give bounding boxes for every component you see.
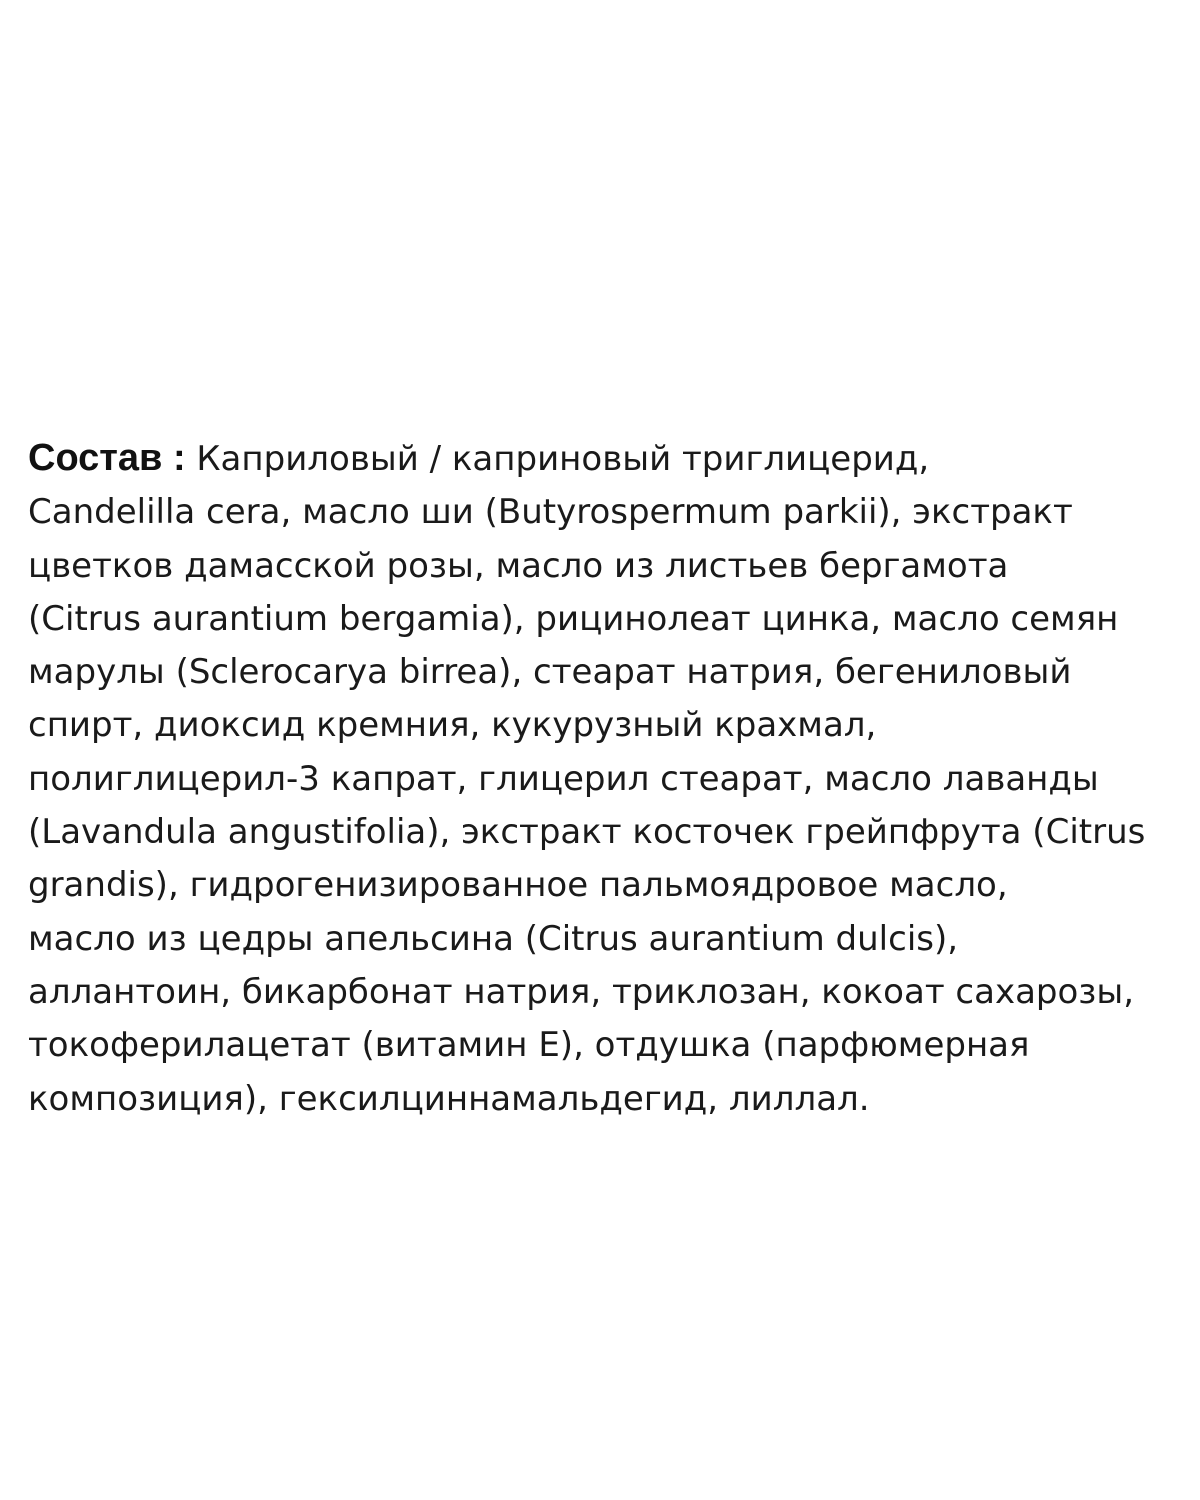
- ingredients-line-5: марулы (Sclerocarya birrea), стеарат натрия, бегениловый: [28, 652, 1072, 693]
- ingredients-line-1: [28, 432, 1178, 486]
- ingredients-line-7: полиглицерил-3 капрат, глицерил стеарат, масло лаванды: [28, 758, 1099, 799]
- ingredients-line-6: спирт, диоксид кремния, кукурузный крахмал,: [28, 705, 877, 746]
- ingredients-line-3: цветков дамасской розы, масло из листьев бергамота: [28, 545, 1009, 586]
- ingredients-line-11: аллантоин, бикарбонат натрия, триклозан, кокоат сахарозы,: [28, 971, 1135, 1012]
- ingredients-line-8: (Lavandula angustifolia), экстракт косточек грейпфрута (Citrus: [28, 812, 1146, 853]
- ingredients-line-1-text: Каприловый / каприновый триглицерид,: [185, 439, 930, 479]
- composition-label: Состав :: [28, 437, 186, 479]
- ingredients-line-10: масло из цедры апельсина (Citrus aurantium dulcis),: [28, 918, 959, 959]
- ingredients-line-9: grandis), гидрогенизированное пальмоядровое масло,: [28, 865, 1008, 906]
- ingredients-line-4: (Citrus aurantium bergamia), рицинолеат цинка, масло семян: [28, 598, 1119, 639]
- ingredients-line-13: композиция), гексилциннамальдегид, лиллал.: [28, 1078, 870, 1119]
- ingredients-line-2: Candelilla cera, масло ши (Butyrospermum parkii), экстракт: [28, 492, 1073, 533]
- ingredients-text: [28, 432, 1178, 1126]
- ingredients-line-12: токоферилацетат (витамин Е), отдушка (парфюмерная: [28, 1025, 1030, 1066]
